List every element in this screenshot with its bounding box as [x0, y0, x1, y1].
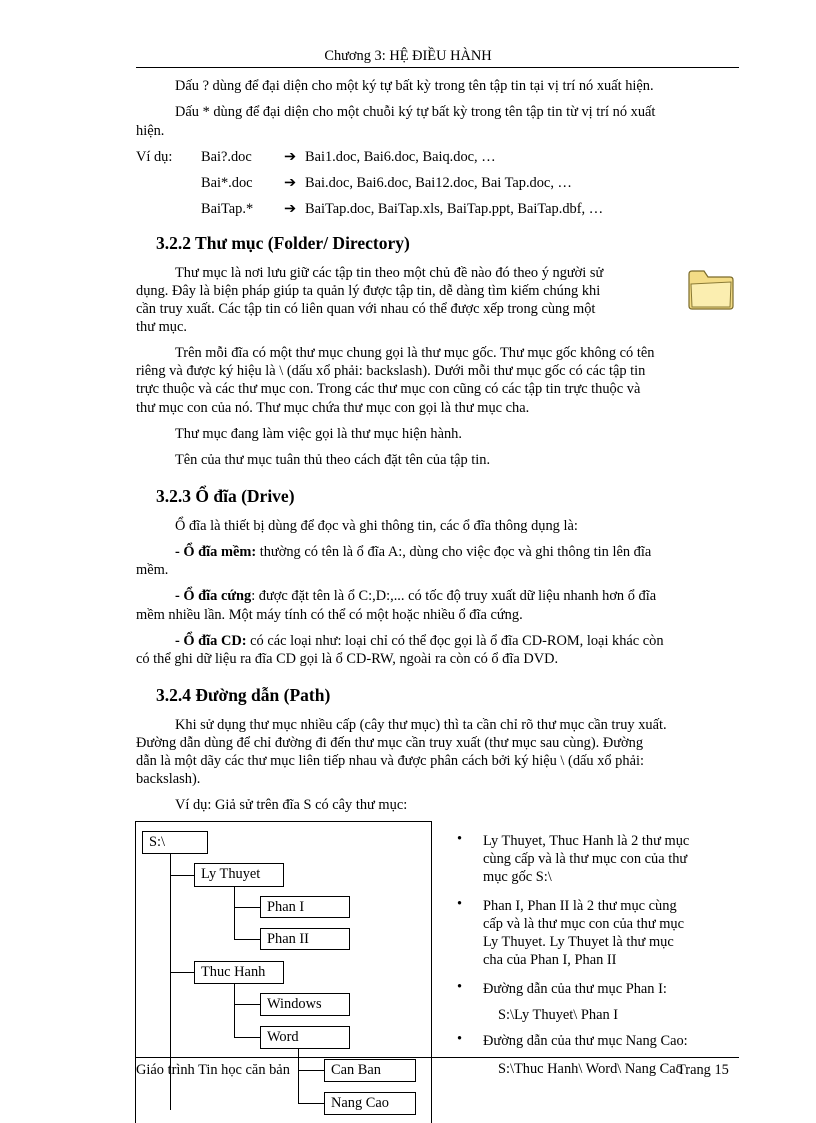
tree-connector	[234, 983, 235, 1037]
tree-node-phan-i: Phan I	[260, 896, 350, 918]
tree-node-windows: Windows	[260, 993, 350, 1016]
bullet-2-line-4: cha của Phan I, Phan II	[483, 952, 617, 968]
hdd-text: : được đặt tên là ổ C:,D:,... có tốc độ truy xuất dữ liệu nhanh hơn ổ đĩa	[251, 588, 657, 604]
tree-node-root: S:\	[142, 831, 208, 854]
s323-floppy-line-1	[175, 543, 651, 562]
bullet-2-line-3: Ly Thuyet. Ly Thuyet là thư mục	[483, 934, 674, 950]
bullet-icon: •	[457, 831, 463, 847]
header-rule	[136, 67, 739, 68]
s322-p1-line-2: dụng. Đây là biện pháp giúp ta quản lý được tập tin, dễ dàng tìm kiếm chúng khi	[136, 283, 601, 299]
bullet-icon: •	[457, 1031, 463, 1047]
intro-line-1: Dấu ? dùng để đại diện cho một ký tự bất kỳ trong tên tập tin tại vị trí nó xuất hiện.	[175, 78, 654, 94]
s323-hdd-line-1	[175, 587, 656, 606]
bullet-3-text: Đường dẫn của thư mục Phan I:	[483, 981, 667, 997]
s322-p3: Thư mục đang làm việc gọi là thư mục hiện hành.	[175, 426, 462, 442]
tree-connector	[234, 1037, 260, 1038]
tree-connector	[298, 1103, 324, 1104]
s323-hdd-line-2: mềm nhiều lần. Một máy tính có thể có một hoặc nhiều ổ đĩa cứng.	[136, 607, 523, 623]
bullet-icon: •	[457, 896, 463, 912]
example-pattern-2: Bai*.doc	[201, 175, 253, 191]
tree-node-phan-ii: Phan II	[260, 928, 350, 950]
s323-cd-line-2: có thể ghi dữ liệu ra đĩa CD gọi là ổ CD-RW, ngoài ra còn có ổ đĩa DVD.	[136, 651, 559, 667]
s322-p1-line-4: thư mục.	[136, 319, 187, 335]
tree-frame-top	[135, 821, 432, 822]
s324-p2: Ví dụ: Giả sử trên đĩa S có cây thư mục:	[175, 797, 408, 813]
tree-connector	[234, 939, 260, 940]
s324-p1-line-2: Đường dẫn dùng để chỉ đường đi đến thư mục cần truy xuất (thư mục sau cùng). Đường	[136, 735, 644, 751]
tree-node-can-ban: Can Ban	[324, 1059, 416, 1082]
s324-p1-line-1: Khi sử dụng thư mục nhiều cấp (cây thư mục) thì ta cần chỉ rõ thư mục cần truy xuất.	[175, 717, 667, 733]
bullet-2-line-2: cấp và là thư mục con của thư mục	[483, 916, 685, 932]
tree-connector	[170, 875, 194, 876]
bullet-1-line-3: mục gốc S:\	[483, 869, 552, 885]
floppy-text: thường có tên là ổ đĩa A:, dùng cho việc đọc và ghi thông tin lên đĩa	[256, 544, 652, 560]
cd-label: - Ổ đĩa CD:	[175, 633, 247, 649]
example-result-2: Bai.doc, Bai6.doc, Bai12.doc, Bai Tap.doc, …	[305, 175, 572, 191]
s322-p2-line-1: Trên mỗi đĩa có một thư mục chung gọi là thư mục gốc. Thư mục gốc không có tên	[175, 345, 655, 361]
s323-floppy-line-2: mềm.	[136, 562, 169, 578]
s322-p1-line-3: cần truy xuất. Các tập tin có liên quan với nhau có thể được xếp trong cùng một	[136, 301, 596, 317]
section-3-2-2-title: 3.2.2 Thư mục (Folder/ Directory)	[156, 233, 410, 253]
example-pattern-3: BaiTap.*	[201, 201, 254, 217]
s322-p2-line-3: trực thuộc và các thư mục con. Trong các thư mục con cũng có các tập tin trực thuộc và	[136, 381, 641, 397]
tree-frame-right	[431, 821, 432, 1123]
section-3-2-4-title: 3.2.4 Đường dẫn (Path)	[156, 685, 331, 705]
hdd-label: - Ổ đĩa cứng	[175, 588, 252, 604]
bullet-1-line-2: cùng cấp và là thư mục con của thư	[483, 851, 688, 867]
s324-p1-line-4: backslash).	[136, 771, 201, 787]
s324-p1-line-3: dẫn là một dãy các thư mục liên tiếp nhau và được phân cách bởi ký hiệu \ (dấu xổ phải:	[136, 753, 644, 769]
s323-p1: Ổ đĩa là thiết bị dùng để đọc và ghi thông tin, các ổ đĩa thông dụng là:	[175, 518, 578, 534]
floppy-label: - Ổ đĩa mềm:	[175, 544, 257, 560]
tree-connector	[234, 886, 235, 939]
footer-page-number: Trang 15	[677, 1062, 729, 1078]
cd-text: có các loại như: loại chỉ có thể đọc gọi là ổ đĩa CD-ROM, loại khác còn	[246, 633, 664, 649]
s323-cd-line-1	[175, 632, 664, 651]
tree-node-ly-thuyet: Ly Thuyet	[194, 863, 284, 887]
tree-connector	[234, 1004, 260, 1005]
bullet-4-text: Đường dẫn của thư mục Nang Cao:	[483, 1033, 688, 1049]
bullet-1-line-1: Ly Thuyet, Thuc Hanh là 2 thư mục	[483, 833, 690, 849]
bullet-icon: •	[457, 979, 463, 995]
s322-p2-line-2: riêng và được ký hiệu là \ (dấu xổ phải: backslash). Dưới mỗi thư mục gốc có các tập tin	[136, 363, 646, 379]
s322-p1-line-1: Thư mục là nơi lưu giữ các tập tin theo một chủ đề nào đó theo ý người sử	[175, 265, 604, 281]
example-pattern-1: Bai?.doc	[201, 149, 252, 165]
tree-connector	[170, 972, 194, 973]
s322-p4: Tên của thư mục tuân thủ theo cách đặt tên của tập tin.	[175, 452, 491, 468]
bullet-4-path: S:\Thuc Hanh\ Word\ Nang Cao	[498, 1061, 683, 1077]
footer-rule	[136, 1057, 739, 1058]
bullet-2-line-1: Phan I, Phan II là 2 thư mục cùng	[483, 898, 677, 914]
tree-connector	[298, 1070, 324, 1071]
folder-icon	[686, 266, 736, 312]
page-header-title: Chương 3: HỆ ĐIỀU HÀNH	[324, 48, 492, 64]
footer-left: Giáo trình Tin học căn bản	[136, 1062, 290, 1078]
arrow-icon: ➔	[284, 149, 297, 165]
example-result-3: BaiTap.doc, BaiTap.xls, BaiTap.ppt, BaiTap.dbf, …	[305, 201, 604, 217]
tree-node-thuc-hanh: Thuc Hanh	[194, 961, 284, 984]
bullet-3-path: S:\Ly Thuyet\ Phan I	[498, 1007, 619, 1023]
tree-connector	[234, 907, 260, 908]
s322-p2-line-4: thư mục con của nó. Thư mục chứa thư mục con gọi là thư mục cha.	[136, 400, 530, 416]
intro-line-2: Dấu * dùng để đại diện cho một chuỗi ký tự bất kỳ trong tên tập tin từ vị trí nó xuất	[175, 104, 656, 120]
intro-line-3: hiện.	[136, 123, 165, 139]
example-label: Ví dụ:	[136, 149, 173, 165]
section-3-2-3-title: 3.2.3 Ổ đĩa (Drive)	[156, 486, 295, 506]
tree-node-nang-cao: Nang Cao	[324, 1092, 416, 1115]
arrow-icon: ➔	[284, 175, 297, 191]
example-result-1: Bai1.doc, Bai6.doc, Baiq.doc, …	[305, 149, 496, 165]
arrow-icon: ➔	[284, 201, 297, 217]
tree-node-word: Word	[260, 1026, 350, 1049]
